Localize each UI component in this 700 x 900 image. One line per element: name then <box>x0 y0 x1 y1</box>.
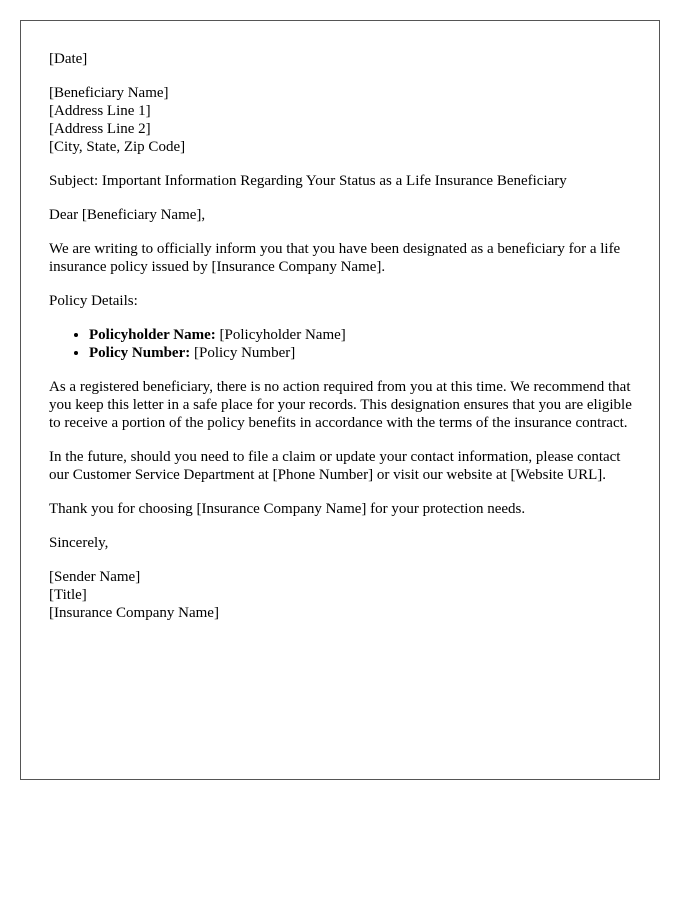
letter-salutation: Dear [Beneficiary Name], <box>49 207 206 223</box>
policy-detail-value: [Policyholder Name] <box>215 327 346 343</box>
letter-closing: Sincerely, <box>49 535 109 551</box>
thank-you-paragraph: Thank you for choosing [Insurance Company Name] for your protection needs. <box>49 501 526 517</box>
letter-page <box>20 20 660 780</box>
policy-detail-label: Policy Number: <box>89 345 191 361</box>
policy-detail-value: [Policy Number] <box>190 345 296 361</box>
sender-company: [Insurance Company Name] <box>49 605 219 621</box>
letter-subject: Subject: Important Information Regarding Your Status as a Life Insurance Beneficiary <box>49 173 567 189</box>
registered-beneficiary-paragraph: As a registered beneficiary, there is no action required from you at this time. We recommend that you keep this letter in a safe place for your records. This designation ensures that you are eligible to receive a portion of the policy benefits in accordance with the terms of the insurance contract. <box>49 379 632 431</box>
sender-signature-block <box>49 568 639 622</box>
letter-date: [Date] <box>49 51 88 67</box>
letter-body <box>49 50 639 622</box>
policy-detail-item <box>89 326 639 344</box>
letter-intro-paragraph: We are writing to officially inform you that you have been designated as a beneficiary for a life insurance policy issued by [Insurance Company Name]. <box>49 241 621 275</box>
policy-details-heading: Policy Details: <box>49 293 138 309</box>
sender-title: [Title] <box>49 587 87 603</box>
recipient-address-line1: [Address Line 1] <box>49 103 151 119</box>
recipient-city-state-zip: [City, State, Zip Code] <box>49 139 186 155</box>
policy-detail-item <box>89 344 639 362</box>
sender-name: [Sender Name] <box>49 569 141 585</box>
recipient-address-line2: [Address Line 2] <box>49 121 151 137</box>
policy-detail-label: Policyholder Name: <box>89 327 216 343</box>
policy-details-list <box>49 326 639 362</box>
recipient-name: [Beneficiary Name] <box>49 85 169 101</box>
future-contact-paragraph: In the future, should you need to file a claim or update your contact information, please contact our Customer Service Department at [Phone Number] or visit our website at [Website URL]. <box>49 449 621 483</box>
recipient-address <box>49 84 639 156</box>
